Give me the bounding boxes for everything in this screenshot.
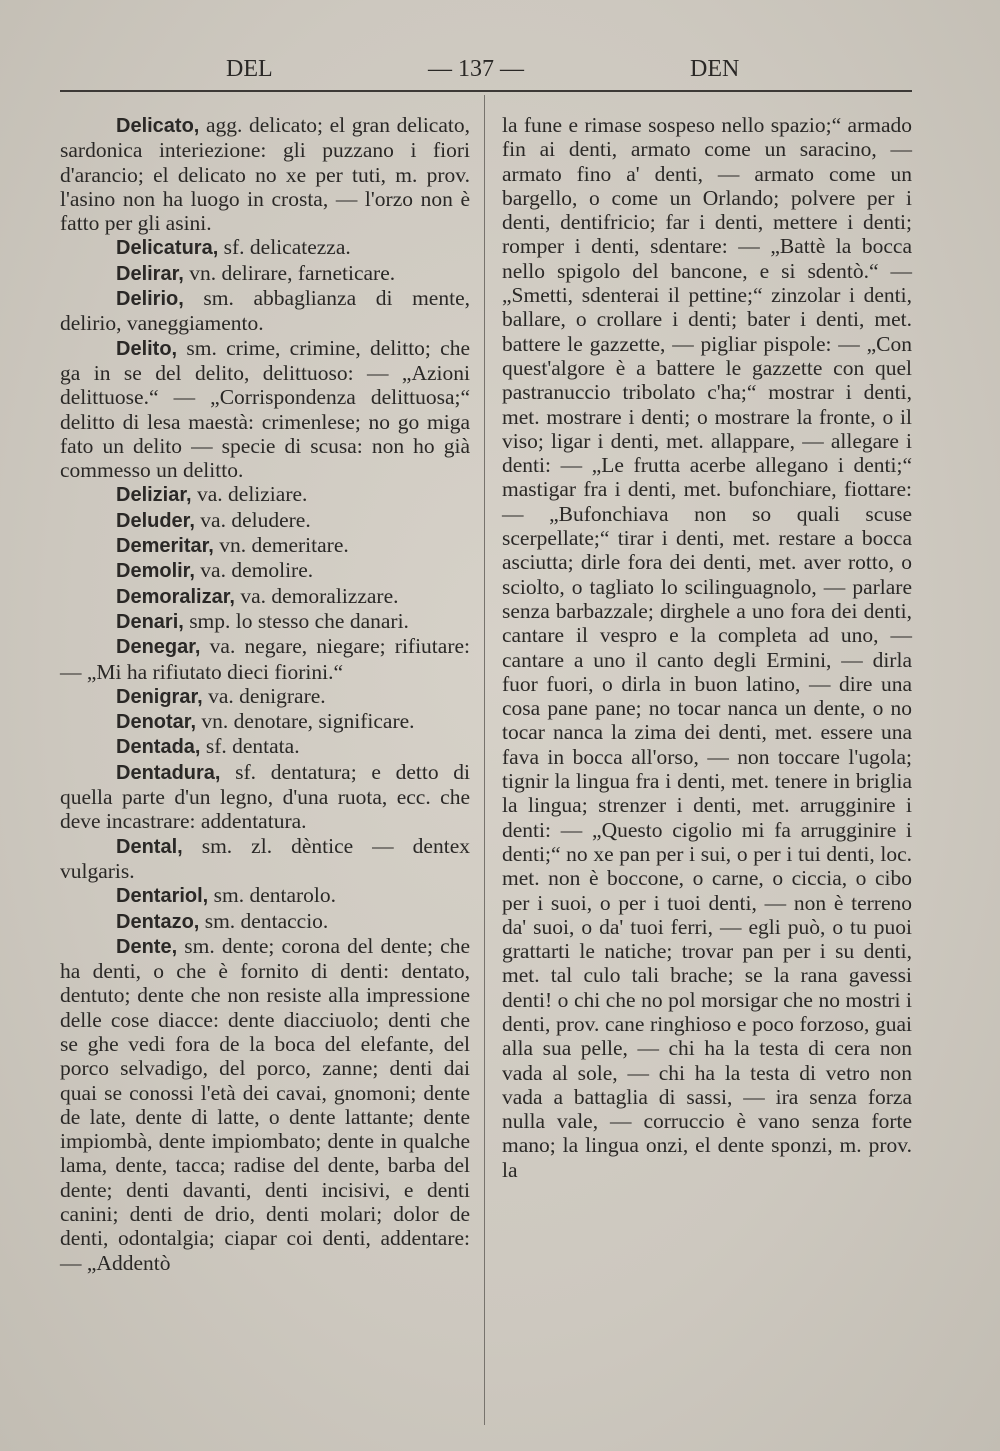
dictionary-entry: [60, 113, 470, 235]
entry-headword: Dentadura,: [116, 761, 221, 784]
header-rule: [60, 90, 912, 92]
entry-definition: sm. dente; corona del dente; che ha denti, o che è fornito di denti: dentato, dentuto; dente che non resiste alla impressione delle cose diacce: dente diacciuolo; denti che se ghe vedi fora de la boca del elefante, del porco selvadigo, del porco, zanne; denti dai quai se conossi l'età dei cavai, gnomoni; dente de late, dente di latte, o dente lattante; dente impiombà, dente impiombato; dente in qualche lama, dente, tacca; radise del dente, barba del dente; denti davanti, denti incisivi, e denti canini; denti de drio, denti molari; dolor de denti, odontalgia; ciapar coi denti, addentare: — „Addentò: [60, 933, 470, 1275]
entry-headword: Delicatura,: [116, 237, 219, 260]
entry-headword: Dental,: [116, 835, 183, 858]
entry-headword: Delirio,: [116, 288, 184, 311]
header-left-guideword: DEL: [226, 56, 273, 82]
page-number: — 137 —: [428, 56, 524, 82]
dictionary-entry: [60, 834, 470, 884]
dictionary-entry: [60, 286, 470, 336]
entry-definition: smp. lo stesso che danari.: [183, 608, 409, 633]
entry-definition: sm. dentaccio.: [199, 908, 329, 933]
dictionary-entry: [60, 482, 470, 507]
entry-definition: agg. delicato; el gran delicato, sardonica interiezione: gli puzzano i fiori d'arancio; el delicato no xe per tuti, m. prov. l'asino non ha luogo in crosta, — l'orzo non è fatto per gli asini.: [60, 113, 470, 236]
entry-headword: Dente,: [116, 935, 178, 958]
dictionary-entry: [60, 883, 470, 908]
entry-definition: sm. crime, crimine, delitto; che ga in se del delito, delittuoso: — „Azioni delittuose.“ — „Corrispondenza delittuosa;“ delitto di lesa maestà: crimenlese; no go miga fato un delito — specie di scusa: non ho già commesso un delitto.: [60, 335, 470, 483]
entry-definition: va. negare, niegare; rifiutare: — „Mi ha rifiutato dieci fiorini.“: [60, 634, 470, 684]
dictionary-entry: [60, 934, 470, 1275]
entry-definition: vn. demeritare.: [213, 533, 349, 558]
entry-definition: sf. delicatezza.: [218, 235, 351, 260]
entry-headword: Deliziar,: [116, 484, 192, 507]
entry-headword: Delito,: [116, 337, 178, 360]
entry-definition: vn. denotare, significare.: [196, 709, 415, 734]
dictionary-entry: [60, 909, 470, 934]
entry-headword: Delirar,: [116, 262, 184, 285]
entry-headword: Denigrar,: [116, 685, 203, 708]
entry-headword: Delicato,: [116, 115, 200, 137]
column-divider: [484, 95, 485, 1425]
entry-definition: va. demoralizzare.: [234, 583, 399, 608]
dictionary-entry: [60, 533, 470, 558]
dictionary-entry: [60, 634, 470, 684]
entry-headword: Demeritar,: [116, 535, 214, 558]
header-right-guideword: DEN: [690, 56, 740, 82]
dictionary-entry: [60, 584, 470, 609]
entry-definition: sm. abbaglianza di mente, delirio, vaneggiamento.: [60, 286, 470, 336]
entry-definition: sm. zl. dèntice — dentex vulgaris.: [60, 833, 470, 883]
dictionary-entry: [60, 336, 470, 483]
dictionary-entry: [60, 508, 470, 533]
entry-headword: Denari,: [116, 610, 184, 633]
entry-headword: Denotar,: [116, 711, 197, 734]
dictionary-entry: [60, 760, 470, 834]
entry-headword: Deluder,: [116, 509, 195, 532]
running-header: [0, 56, 1000, 90]
entry-headword: Demolir,: [116, 560, 195, 583]
dictionary-entry: [60, 684, 470, 709]
entry-definition: va. demolire.: [194, 558, 314, 583]
left-column: [60, 113, 470, 1275]
entry-headword: Denegar,: [116, 636, 201, 659]
entry-headword: Dentariol,: [116, 885, 209, 908]
entry-headword: Dentada,: [116, 736, 201, 759]
dictionary-entry: [60, 235, 470, 260]
dictionary-entry: [60, 609, 470, 634]
dictionary-entry: [60, 261, 470, 286]
right-column-text: la fune e rimase sospeso nello spazio;“ armado fin ai denti, armato come un saracino, — armato fino a' denti, — armato come un bargello, o come un Orlando; polvere per i denti, dentifricio; far i denti, mettere i denti; romper i denti, sdentare: — „Battè la bocca nello spigolo del bancone, e si sdentò.“ — „Smetti, sdenterai il pettine;“ zinzolar i denti, ballare, o crollare i denti; bater i denti, met. battere le gazzette, — pigliar pispole: — „Con quest'algore è a battere le gazzette con quel pastranuccio tribolato c'ha;“ mostrar i denti, met. mostrare i denti; o mostrare la fronte, o il viso; ligar i denti, met. allappare, — allegare i denti: — „Le frutta acerbe allegano i denti;“ mastigar fra i denti, met. bufonchiare, fiottare: — „Bufonchiava non so quali scuse scerpellate;“ tirar i denti, met. restare a bocca asciutta; dirle fora dei denti, met. aver rotto, o sciolto, o tagliato lo scilinguagnolo, — parlare senza barbazzale; dirghele a uno fora dei denti, cantare il vespro e la completa ad uno, — cantare a uno il canto degli Ermini, — dirla fuor fuori, o dirla in buon latino, — dire una cosa pane pane; no tocar nanca un dente, o no tocar nanca la zima dei denti, met. essere una fava in bocca all'orso, — non toccare l'ugola; tignir la lingua fra i denti, met. tenere in briglia la lingua; strenzer i denti, met. arrugginire i denti: — „Questo cigolio mi fa arrugginire i denti;“ no xe pan per i sui, o per i tui denti, loc. met. non è boccone, o carne, o ciccia, o cibo per i suoi, o per i tuoi denti, — non è terreno da' suoi, o da' tuoi ferri, — egli può, o tu puoi grattarti le natiche; trovar pan per i su denti, met. tal culo tali brache; se la rana gavessi denti! o chi che no pol morsigar che no mostri i denti, prov. cane ringhioso e poco forzoso, guai alla sua pelle, — chi ha la testa di cera non vada al sole, — chi ha la testa di vetro non vada a battaglia di sassi, — ira senza forza nulla vale, — corruccio è vano senza forte mano; la lingua onzi, el dente sponzi, m. prov. la: [502, 113, 912, 1182]
entry-definition: va. denigrare.: [202, 683, 326, 708]
entry-definition: vn. delirare, farneticare.: [183, 260, 396, 285]
dictionary-entry: [60, 734, 470, 759]
dictionary-entry: [60, 558, 470, 583]
entry-definition: va. deliziare.: [191, 482, 308, 507]
right-column: [502, 113, 912, 1182]
entry-definition: sm. dentarolo.: [208, 883, 337, 908]
entry-definition: sf. dentatura; e detto di quella parte d'un legno, d'una ruota, ecc. che deve incastrare: addentatura.: [60, 759, 470, 834]
entry-headword: Dentazo,: [116, 910, 200, 933]
dictionary-entry: [60, 709, 470, 734]
entry-definition: sf. dentata.: [200, 734, 300, 759]
entry-definition: va. deludere.: [194, 507, 311, 532]
entry-headword: Demoralizar,: [116, 585, 235, 608]
